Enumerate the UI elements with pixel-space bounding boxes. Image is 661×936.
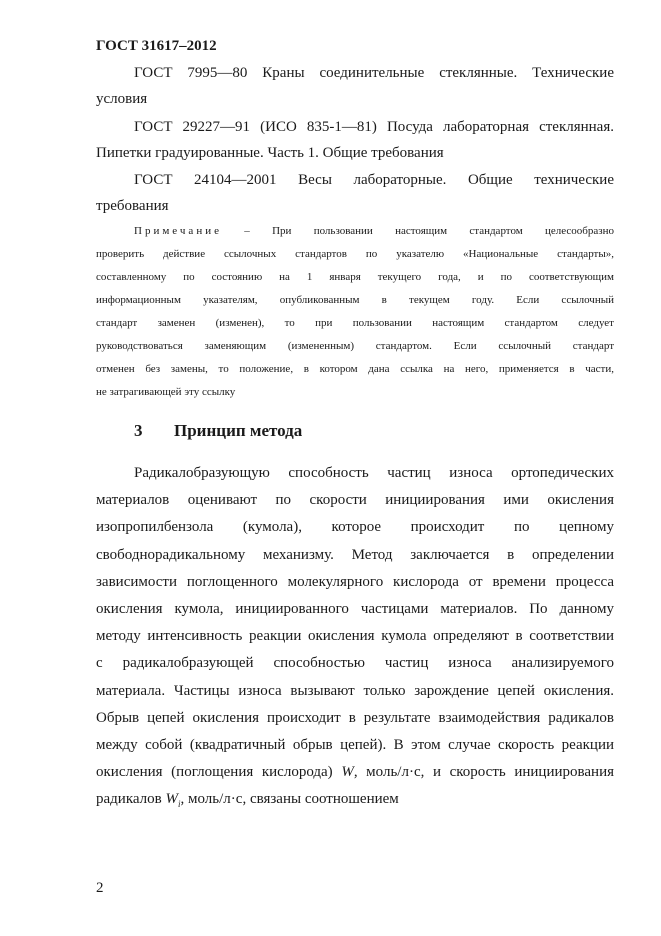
body-line: материалов оценивают по скорости инициирования ими окисления [96, 492, 614, 509]
body-text: окисления (поглощения кислорода) [96, 764, 333, 781]
note-block [96, 220, 614, 404]
body-text: радикалов [96, 791, 162, 808]
reference-gost-24104 [96, 167, 614, 219]
body-line: методу интенсивность реакции окисления кумола определяют в соответствии [96, 628, 614, 645]
body-line [96, 759, 614, 786]
body-line: Обрыв цепей окисления происходит в результате взаимодействия радикалов [96, 709, 614, 726]
note-text: – При пользовании настоящим стандартом целесообразно [244, 225, 615, 237]
body-text: , моль/л·с, и скорость инициирования [353, 764, 615, 781]
body-line: материала. Частицы износа вызывают только зарождение цепей окисления. [96, 682, 614, 699]
body-line: зависимости поглощенного молекулярного кислорода от времени процесса [96, 573, 614, 590]
reference-line: ГОСТ 7995—80 Краны соединительные стеклянные. Технические [134, 65, 614, 81]
note-line: не затрагивающей эту ссылку [96, 386, 236, 398]
note-line: составленному по состоянию на 1 января текущего года, и по соответствующим [96, 271, 614, 283]
note-line: стандарт заменен (изменен), то при пользовании настоящим стандартом следует [96, 317, 614, 329]
reference-line: требования [96, 198, 169, 214]
section-body [96, 460, 614, 813]
reference-gost-29227 [96, 114, 614, 166]
reference-line: ГОСТ 29227—91 (ИСО 835-1—81) Посуда лабораторная стеклянная. [134, 119, 614, 135]
note-line: информационным указателям, опубликованным в текущем году. Если ссылочный [96, 294, 614, 306]
reference-line: ГОСТ 24104—2001 Весы лабораторные. Общие технические [134, 172, 614, 188]
initiation-rate-symbol: W [165, 791, 178, 808]
note-line: руководствоваться заменяющим (измененным) стандартом. Если ссылочный стандарт [96, 340, 614, 352]
body-line: изопропилбензола (кумола), которое происходит по цепному [96, 519, 614, 536]
document-header: ГОСТ 31617–2012 [96, 38, 217, 54]
initiation-rate-subscript: i [178, 799, 181, 810]
note-line: отменен без замены, то положение, в котором дана ссылка на него, применяется в части, [96, 363, 614, 375]
reference-gost-7995 [96, 60, 614, 112]
body-line: окисления кумола, инициированного частицами материалов. По данному [96, 600, 614, 617]
section-number: 3 [134, 421, 143, 440]
section-heading [134, 421, 302, 441]
note-label: Примечание [134, 225, 222, 237]
body-text: , моль/л·с, связаны соотношением [180, 791, 399, 808]
velocity-symbol: W [341, 764, 354, 781]
body-line: свободнорадикальному механизму. Метод заключается в определении [96, 546, 614, 563]
section-title: Принцип метода [174, 421, 303, 440]
body-line: с радикалобразующей способностью частиц износа анализируемого [96, 655, 614, 672]
reference-line: Пипетки градуированные. Часть 1. Общие требования [96, 145, 444, 161]
note-line [96, 220, 614, 243]
body-line: между собой (квадратичный обрыв цепей). В этом случае скорость реакции [96, 736, 614, 753]
reference-line: условия [96, 91, 148, 107]
page-number: 2 [96, 880, 104, 896]
note-line: проверить действие ссылочных стандартов по указателю «Национальные стандарты», [96, 248, 614, 260]
body-line [96, 786, 614, 813]
body-line: Радикалобразующую способность частиц износа ортопедических [134, 465, 614, 481]
